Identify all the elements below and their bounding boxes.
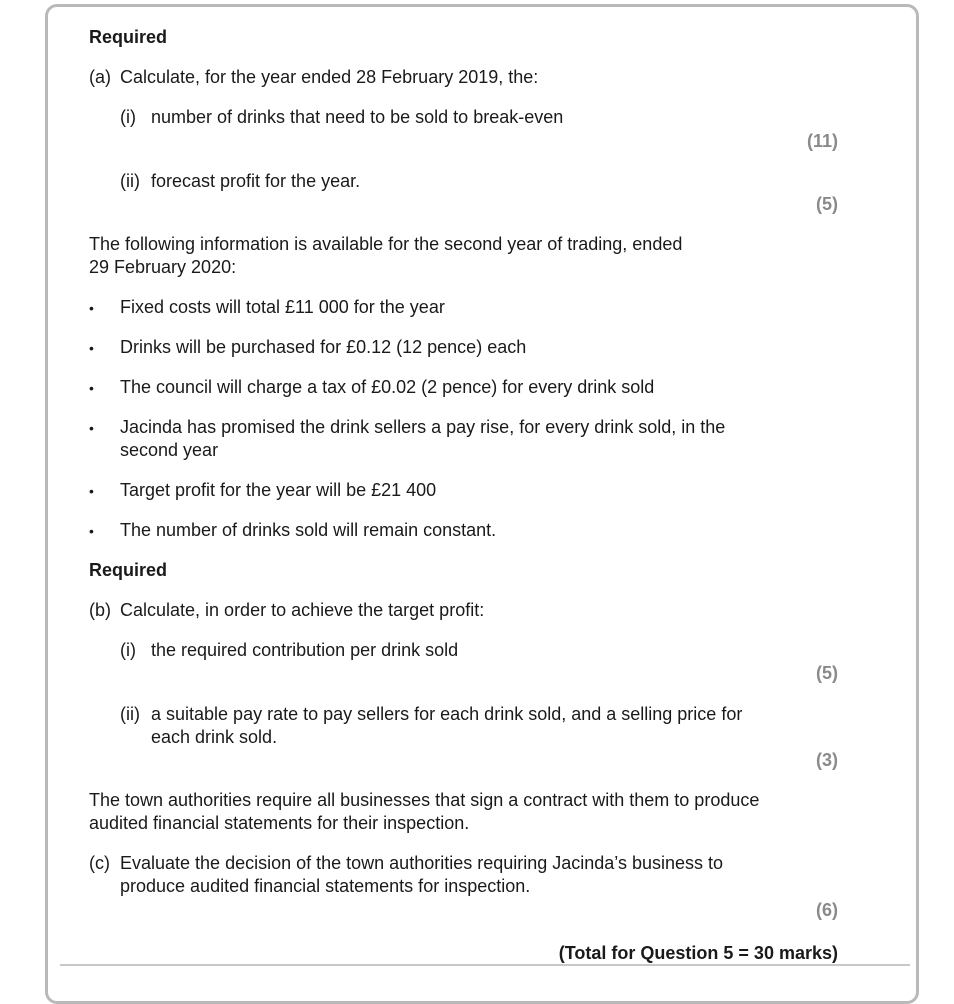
part-b-i-label: (i) xyxy=(120,640,136,660)
required-heading-1: Required xyxy=(89,27,168,47)
info-line-1: The following information is available for the second year of trading, ended xyxy=(89,234,683,254)
part-c-marks: (6) xyxy=(816,900,838,920)
bullet-item-continued: second year xyxy=(120,440,219,460)
part-b-i-text: the required contribution per drink sold xyxy=(151,640,459,660)
bullet-dot: • xyxy=(89,523,94,539)
required-heading-2: Required xyxy=(89,560,168,580)
part-a-label: (a) xyxy=(89,67,111,87)
part-c-text-continued: produce audited financial statements for inspection. xyxy=(120,876,531,896)
part-b-label: (b) xyxy=(89,600,111,620)
part-b-ii-label: (ii) xyxy=(120,704,140,724)
bullet-dot: • xyxy=(89,483,94,499)
bullet-item: The number of drinks sold will remain constant. xyxy=(120,520,497,540)
authorities-line-1: The town authorities require all businesses that sign a contract with them to produce xyxy=(89,790,760,810)
part-a-ii-text: forecast profit for the year. xyxy=(151,171,361,191)
part-a-ii-label: (ii) xyxy=(120,171,140,191)
part-a-i-marks: (11) xyxy=(806,131,838,151)
bullet-item: The council will charge a tax of £0.02 (2 pence) for every drink sold xyxy=(120,377,655,397)
authorities-line-2: audited financial statements for their inspection. xyxy=(89,813,470,833)
part-a-ii-marks: (5) xyxy=(816,194,838,214)
part-b-ii-text-continued: each drink sold. xyxy=(151,727,278,747)
question-total: (Total for Question 5 = 30 marks) xyxy=(558,943,838,963)
bullet-item: Jacinda has promised the drink sellers a pay rise, for every drink sold, in the xyxy=(120,417,726,437)
bullet-dot: • xyxy=(89,340,94,356)
bullet-item: Drinks will be purchased for £0.12 (12 pence) each xyxy=(120,337,527,357)
bullet-item: Target profit for the year will be £21 400 xyxy=(120,480,437,500)
part-a-i-text: number of drinks that need to be sold to break-even xyxy=(151,107,564,127)
part-c-label: (c) xyxy=(89,853,110,873)
info-line-2: 29 February 2020: xyxy=(89,257,237,277)
part-b-text: Calculate, in order to achieve the target profit: xyxy=(120,600,485,620)
bullet-dot: • xyxy=(89,300,94,316)
bullet-item: Fixed costs will total £11 000 for the year xyxy=(120,297,445,317)
bullet-dot: • xyxy=(89,380,94,396)
part-c-text: Evaluate the decision of the town authorities requiring Jacinda’s business to xyxy=(120,853,724,873)
part-b-i-marks: (5) xyxy=(816,663,838,683)
bullet-dot: • xyxy=(89,420,94,436)
part-a-i-label: (i) xyxy=(120,107,136,127)
part-a-text: Calculate, for the year ended 28 February 2019, the: xyxy=(120,67,539,87)
bottom-rule xyxy=(60,964,910,966)
part-b-ii-marks: (3) xyxy=(816,750,838,770)
part-b-ii-text: a suitable pay rate to pay sellers for each drink sold, and a selling price for xyxy=(151,704,743,724)
